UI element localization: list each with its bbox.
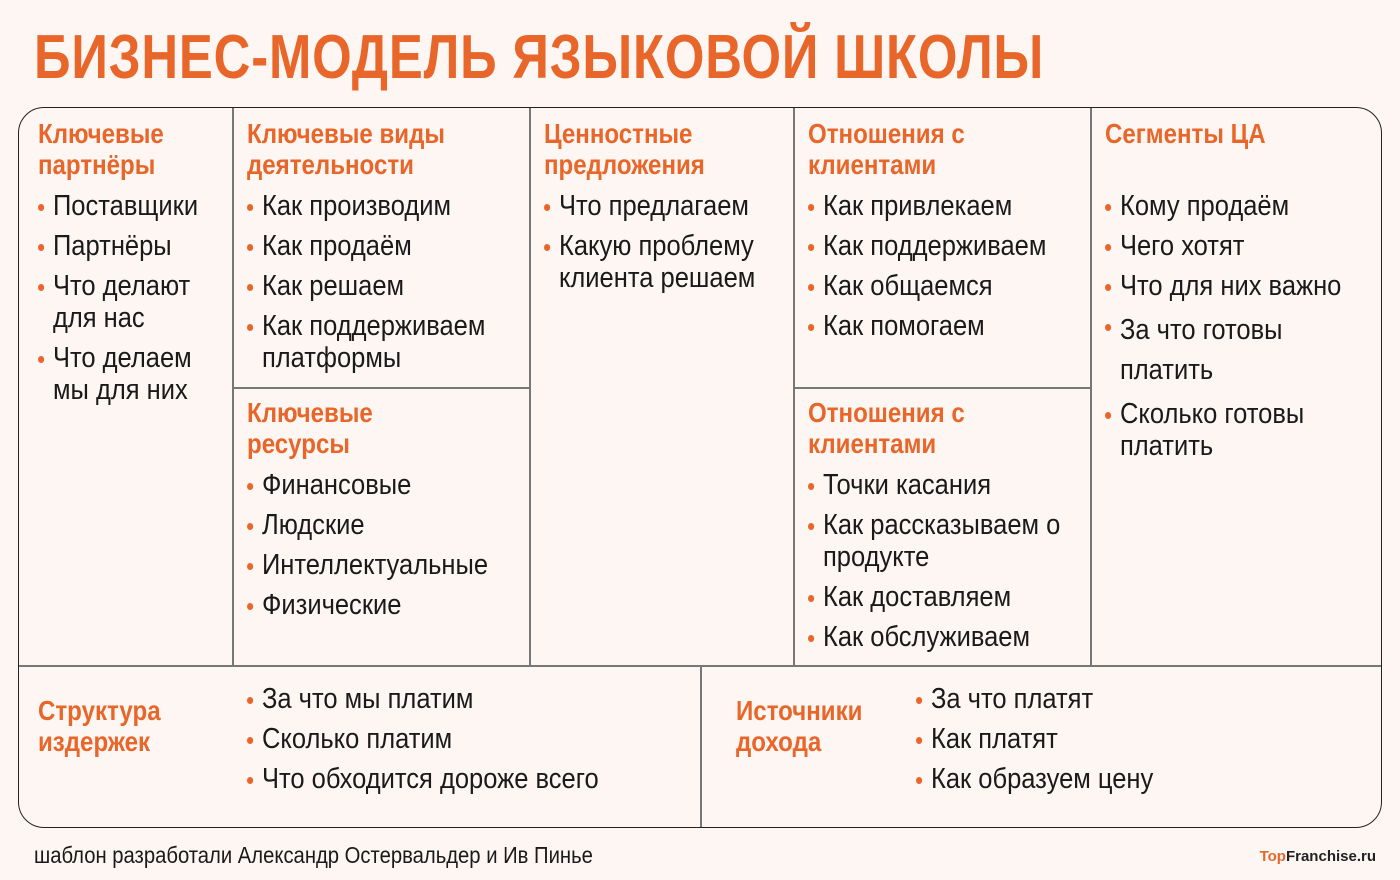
divider xyxy=(232,387,530,389)
page-title: БИЗНЕС-МОДЕЛЬ ЯЗЫКОВОЙ ШКОЛЫ xyxy=(34,23,1045,92)
block-title: Ключевые партнёры xyxy=(38,118,164,180)
list-item: Финансовые xyxy=(247,469,488,501)
list-item: Как продаём xyxy=(247,230,511,262)
block-title: Ключевые виды деятельности xyxy=(247,118,445,180)
block-title: Структура издержек xyxy=(38,695,161,757)
block-title: Сегменты ЦА xyxy=(1105,118,1266,149)
list-item: Как производим xyxy=(247,190,511,222)
block-customer-segments xyxy=(1105,118,1374,470)
list-item: Что делаем мы для них xyxy=(38,342,196,406)
divider xyxy=(793,387,1091,389)
list-item: Кому продаём xyxy=(1105,190,1341,222)
list-item: Партнёры xyxy=(38,230,198,262)
cost-list xyxy=(247,683,647,803)
list-item: Как образуем цену xyxy=(916,763,1153,795)
list-item: Сколько платим xyxy=(247,723,599,755)
list-item: Как доставляем xyxy=(808,581,1063,613)
block-channels xyxy=(808,397,1098,661)
list-item: Как рассказываем о продукте xyxy=(808,509,1063,573)
list-item: За что мы платим xyxy=(247,683,599,715)
list-item: Как решаем xyxy=(247,270,511,302)
block-revenue-streams xyxy=(736,695,896,757)
block-title: Ценностные предложения xyxy=(544,118,705,180)
footer-credit: шаблон разработали Александр Остервальдер и Ив Пинье xyxy=(34,842,593,868)
list-item: Чего хотят xyxy=(1105,230,1341,262)
list-item: Какую проблему клиента решаем xyxy=(544,230,782,294)
block-cost-structure xyxy=(38,695,208,757)
list-item: Что делают для нас xyxy=(38,270,196,334)
block-value-propositions xyxy=(544,118,814,302)
block-title: Отношения с клиентами xyxy=(808,397,965,459)
list-item: Что предлагаем xyxy=(544,190,782,222)
list-item: Людские xyxy=(247,509,488,541)
list-item: Как обслуживаем xyxy=(808,621,1063,653)
list-item: Сколько готовы платить xyxy=(1105,398,1325,462)
list-item: Что обходится дороже всего xyxy=(247,763,599,795)
list-item: Как платят xyxy=(916,723,1153,755)
block-title: Источники дохода xyxy=(736,695,863,757)
list-item: За что готовы платить xyxy=(1105,310,1307,390)
list-item: Поставщики xyxy=(38,190,198,222)
block-key-partners xyxy=(38,118,220,414)
list-item: Как поддерживаем платформы xyxy=(247,310,511,374)
logo-part: Top xyxy=(1259,848,1286,865)
logo-part: Franchise.ru xyxy=(1285,848,1376,865)
list-item: За что платят xyxy=(916,683,1153,715)
block-title: Отношения с клиентами xyxy=(808,118,965,180)
list-item: Как общаемся xyxy=(808,270,1046,302)
block-key-resources xyxy=(247,397,521,629)
revenue-list xyxy=(916,683,1186,803)
divider xyxy=(700,665,702,827)
block-key-activities xyxy=(247,118,547,382)
block-customer-relationships xyxy=(808,118,1079,350)
topfranchise-logo xyxy=(1260,848,1376,865)
list-item: Интеллектуальные xyxy=(247,549,488,581)
list-item: Как помогаем xyxy=(808,310,1046,342)
list-item: Как поддерживаем xyxy=(808,230,1046,262)
block-title: Ключевые ресурсы xyxy=(247,397,373,459)
list-item: Как привлекаем xyxy=(808,190,1046,222)
list-item: Физические xyxy=(247,589,488,621)
list-item: Что для них важно xyxy=(1105,270,1341,302)
list-item: Точки касания xyxy=(808,469,1063,501)
